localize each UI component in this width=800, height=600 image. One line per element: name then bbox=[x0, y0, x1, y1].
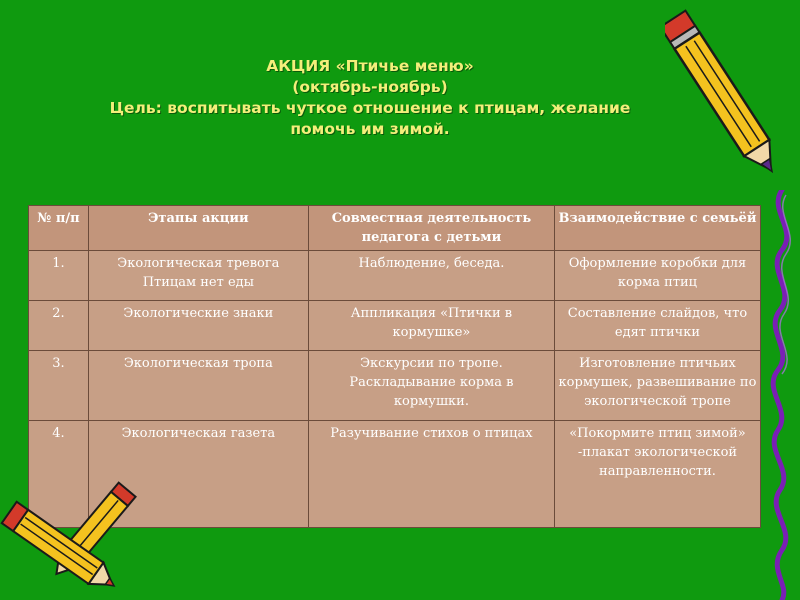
row-num: 2. bbox=[29, 301, 89, 351]
header-stages: Этапы акции bbox=[88, 206, 308, 251]
header-joint-activity: Совместная деятельность педагога с детьми bbox=[308, 206, 554, 251]
slide-title bbox=[60, 56, 680, 140]
row-joint: Аппликация «Птички в кормушке» bbox=[308, 301, 554, 351]
row-family: Оформление коробки для корма птиц bbox=[554, 251, 760, 301]
title-line-4: помочь им зимой. bbox=[290, 120, 450, 138]
row-stage: Экологическая газета bbox=[88, 421, 308, 528]
header-family-interaction: Взаимодействие с семьёй bbox=[554, 206, 760, 251]
row-family: Изготовление птичьих кормушек, развешивание по экологической тропе bbox=[554, 351, 760, 421]
row-stage: Экологическая тропа bbox=[88, 351, 308, 421]
row-num: 4. bbox=[29, 421, 89, 528]
table-header-row bbox=[29, 206, 761, 251]
row-family: «Покормите птиц зимой» -плакат экологической направленности. bbox=[554, 421, 760, 528]
row-joint: Наблюдение, беседа. bbox=[308, 251, 554, 301]
title-line-1: АКЦИЯ «Птичье меню» bbox=[266, 57, 474, 75]
table-row bbox=[29, 301, 761, 351]
purple-squiggle-icon bbox=[760, 190, 800, 600]
row-family: Составление слайдов, что едят птички bbox=[554, 301, 760, 351]
row-stage: Экологическая тревога Птицам нет еды bbox=[88, 251, 308, 301]
pencil-top-right-icon bbox=[665, 0, 790, 195]
row-num: 3. bbox=[29, 351, 89, 421]
row-num: 1. bbox=[29, 251, 89, 301]
row-joint: Разучивание стихов о птицах bbox=[308, 421, 554, 528]
header-num: № п/п bbox=[29, 206, 89, 251]
title-line-2: (октябрь-ноябрь) bbox=[292, 78, 448, 96]
row-stage: Экологические знаки bbox=[88, 301, 308, 351]
row-joint: Экскурсии по тропе. Раскладывание корма в кормушки. bbox=[308, 351, 554, 421]
pencils-bottom-left-icon bbox=[0, 478, 160, 600]
table-row bbox=[29, 351, 761, 421]
title-line-3: Цель: воспитывать чуткое отношение к птицам, желание bbox=[109, 99, 631, 117]
table-row bbox=[29, 251, 761, 301]
